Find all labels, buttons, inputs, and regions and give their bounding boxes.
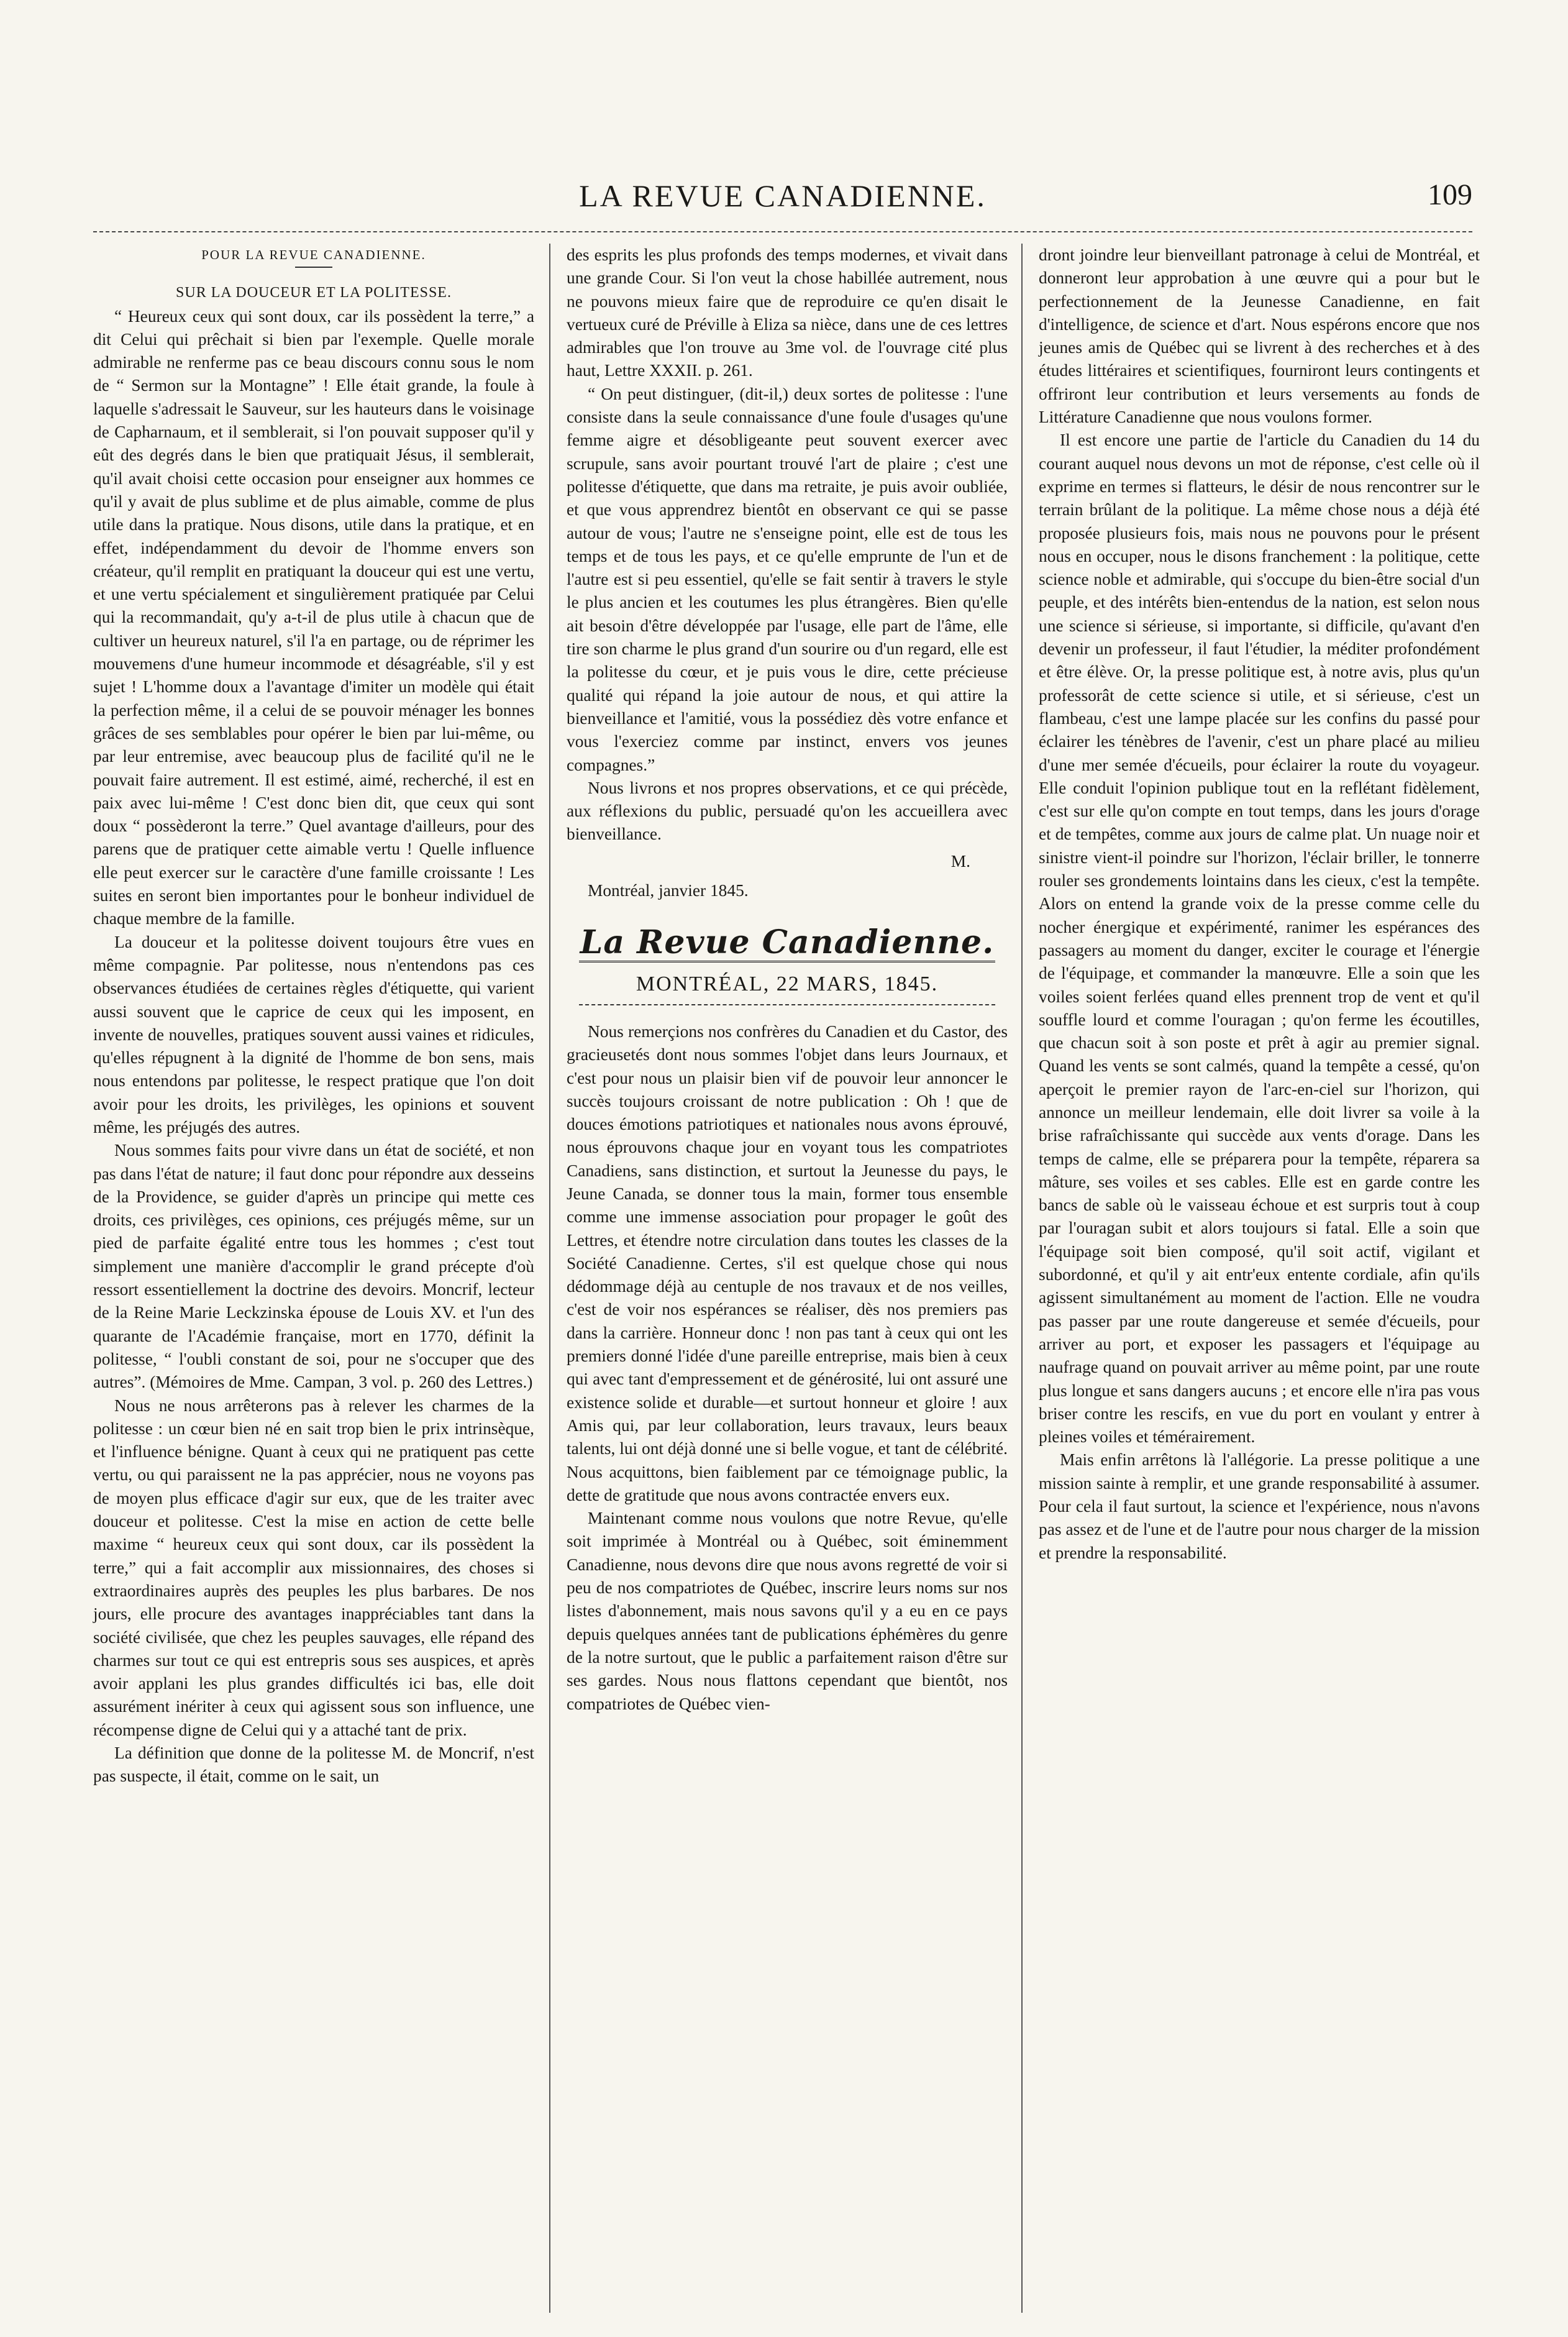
paragraph: Mais enfin arrêtons là l'allégorie. La presse politique a une mission sainte à remplir, et une grande responsabilité à assumer. Pour cela il faut surtout, la science et l'expérience, nous n'avons pas assez et de l'une et de l'autre pour nous charger de la mission et prendre la responsabilité.: [1039, 1450, 1480, 1562]
paragraph: La douceur et la politesse doivent toujours être vues en même compagnie. Par politesse, nous n'entendons pas ces observances étudiées de certaines règles d'étiquette, qui varient aussi souvent que le caprice de ceux qui les imposent, en invente de nouvelles, pratiques souvent aussi vaines et ridicules, qu'elles répugnent à la dignité de l'homme de bon sens, mais nous entendons par politesse, le respect pratique que l'on doit avoir pour les droits, les privilèges, les opinions et souvent même, les préjugés des autres.: [93, 932, 534, 1136]
column-3: [1039, 244, 1480, 1565]
column-2: [567, 244, 1008, 1716]
paragraph: des esprits les plus profonds des temps modernes, et vivait dans une grande Cour. Si l'on veut la chose habillée autrement, nous ne pouvons mieux faire que de reproduire ce qu'en disait le vertueux curé de Préville à Eliza sa nièce, dans une de ces lettres admirables que l'on trouve au 3me vol. de l'ouvrage cité plus haut, Lettre XXXII. p. 261.: [567, 245, 1008, 380]
column-divider: [1021, 244, 1023, 2313]
running-title: LA REVUE CANADIENNE.: [579, 178, 987, 213]
paragraph: Nous remerçions nos confrères du Canadien et du Castor, des gracieusetés dont nous sommes l'objet dans leurs Journaux, et c'est pour nous un plaisir bien vif de pouvoir leur annoncer le succès toujours croissant de notre publication : Oh ! que de douces émotions patriotiques et nationales nous avons éprouvé, nous éprouvons chaque jour en voyant tous les compatriotes Canadiens, sans distinction, et surtout la Jeunesse du pays, le Jeune Canada, se donner tous la main, former tous ensemble comme une immense association pour propager le goût des Lettres, et étendre notre circulation dans toutes les classes de la Société Canadienne. Certes, s'il est quelque chose qui nous dédommage déjà au centuple de nos travaux et de nos veilles, c'est de voir nos espérances se réaliser, dès nos premiers pas dans la carrière. Honneur donc ! non pas tant à ceux qui ont les premiers donné l'idée d'une pareille entreprise, mais bien à ceux qui avec tant d'empressement et de générosité, lui ont assuré une existence solide et durable—et surtout honneur et gloire ! aux Amis qui, par leur collaboration, leurs travaux, leurs beaux talents, lui ont déjà donné une si belle vogue, et tant de célébrité. Nous acquittons, bien faiblement par ce témoignage public, la dette de gratitude que nous avons contractée envers eux.: [567, 1022, 1008, 1504]
paragraph: Nous ne nous arrêterons pas à relever les charmes de la politesse : un cœur bien né en sait trop bien le prix intrinsèque, et l'influence bénigne. Quant à ceux qui ne pratiquent pas cette vertu, ou qui paraissent ne la pas apprécier, nous ne voyons pas de moyen plus efficace d'agir sur eux, que de les traiter avec douceur et politesse. C'est la mise en action de cette belle maxime “ heureux ceux qui sont doux, car ils possèdent la terre,” qui a fait accomplir aux missionnaires, des choses si extraordinaires auprès des peuples les plus barbares. De nos jours, elle procure des avantages inappréciables tant dans la société civilisée, que chez les peuples sauvages, elle répand des charmes sur tout ce qui est entrepris sous ses auspices, et après avoir applani les plus grandes difficultés ici bas, elle doit assurément inériter à ceux qui agissent sous son influence, une récompense digne de Celui qui y a attaché tant de prix.: [93, 1396, 534, 1739]
running-head: [93, 178, 1472, 221]
title-rule: [295, 267, 332, 268]
article-title: SUR LA DOUCEUR ET LA POLITESSE.: [176, 285, 452, 301]
masthead-rule: [579, 1004, 995, 1005]
paragraph: Il est encore une partie de l'article du Canadien du 14 du courant auquel nous devons un mot de réponse, c'est celle où il exprime en termes si flatteurs, le désir de nous rencontrer sur le terrain brûlant de la politique. La même chose nous a déjà été proposée plusieurs fois, mais nous ne pouvons pour le présent nous en occuper, nous le disons franchement : la politique, cette science noble et admirable, qui s'occupe du bien-être social d'un peuple, et des intérêts bien-entendus de la nation, est selon nous une science si sérieuse, si importante, si difficile, qu'avant d'en devenir un professeur, il faut l'étudier, la méditer profondément et être élève. Or, la presse politique est, à notre avis, plus qu'un professorât de cette science si utile, et si sérieuse, c'est un flambeau, c'est une lampe placée sur les confins du passé pour éclairer les ténèbres de l'avenir, c'est un phare placé au milieu d'une mer semée d'écueils, pour éclairer la route du voyageur. Elle conduit l'opinion publique tout en la reflétant fidèlement, c'est sur elle qu'on compte en tout temps, dans les jours d'orage et de tempêtes, comme aux jours de calme plat. Un nuage noir et sinistre vient-il poindre sur l'horizon, l'éclair briller, le tonnerre rouler ses grondements lointains dans les cieux, c'est la tempête. Alors on entend la grande voix de la presse comme celle du nocher énergique et expérimenté, ranimer les espérances des passagers au moment du danger, exciter le courage et l'énergie de l'équipage, et commander la manœuvre. Elle a soin que les voiles soient ferlées quand elles prennent trop de vent et qu'il souffle lourd et comme l'ouragan ; qu'on ferme les écoutilles, que chacun soit à son poste et prêt à agir au premier signal. Quand les vents se sont calmés, quand la tempête a cessé, qu'on aperçoit le premier rayon de l'arc-en-ciel sur l'horizon, qui annonce un meilleur lendemain, elle doit livrer sa voile à la brise rafraîchissante qui succède aux vents d'orage. Dans les temps de calme, elle se préparera pour la tempête, réparera sa mâture, ses voiles et ses cables. Elle est en garde contre les bancs de sable où le vaisseau échoue et est surpris tout à coup par l'ouragan subit et alors toujours si fatal. Elle a soin que l'équipage soit bien composé, qu'il soit actif, vigilant et subordonné, et qu'il y ait entr'eux entente cordiale, afin qu'ils agissent simultanément au moment de l'action. Elle ne voudra pas passer par une route dangereuse et semée d'écueils, pour arriver au port, et exposer les passagers et l'équipage au naufrage quand on pouvait arriver au même point, par une route plus longue et sans dangers aucuns ; et encore elle n'ira pas vous briser contre les rescifs, en vue du port en voulant y entrer à pleines voiles et témérairement.: [1039, 431, 1480, 1447]
paragraph: “ Heureux ceux qui sont doux, car ils possèdent la terre,” a dit Celui qui prêchait si bien par l'exemple. Quelle morale admirable ne renferme pas ce beau discours connu sous le nom de “ Sermon sur la Montagne” ! Elle était grande, la foule à laquelle s'adressait le Sauveur, sur les hauteurs dans le voisinage de Capharnaum, et il semblerait, si l'on pouvait supposer qu'il y eût des degrés dans le bien que pratiquait Jésus, il semblerait, qu'il avait choisi cette occasion pour enseigner aux hommes ce qu'il y avait de plus sublime et de plus aimable, comme de plus utile dans la pratique. Nous disons, utile dans la pratique, et en effet, indépendamment du devoir de l'homme envers son créateur, qu'il remplit en pratiquant la douceur qui est une vertu, et une vertu spécialement et singulièrement pratiquée par Celui qui la recommandait, qu'y a-t-il de plus utile à chacun que de cultiver un heureux naturel, s'il l'a en partage, ou de réprimer les mouvemens d'une humeur incommode et désagréable, s'il y est sujet ! L'homme doux a l'avantage d'imiter un modèle qui était la perfection même, il a celui de se pouvoir ménager les bonnes grâces de ses semblables pour opérer le bien par lui-même, ou par leur entremise, avec beaucoup plus de facilité qu'il ne le pouvait faire autrement. Il est estimé, aimé, recherché, il est en paix avec lui-même ! C'est donc bien dit, que ceux qui sont doux “ possèderont la terre.” Quel avantage d'ailleurs, pour des parens que de pratiquer cette aimable vertu ! Quelle influence elle peut exercer sur le caractère d'une famille croissante ! Les suites en seront bien importantes pour le bonheur individuel de chaque membre de la famille.: [93, 306, 534, 928]
section-label: POUR LA REVUE CANADIENNE.: [201, 247, 426, 262]
paragraph: Nous sommes faits pour vivre dans un état de société, et non pas dans l'état de nature; il faut donc pour répondre aux desseins de la Providence, se guider d'après un principe qui mette ces droits, ces privilèges, ces opinions, ces préjugés même, sur un pied de parfaite égalité entre tous les hommes ; c'est tout simplement une manière d'accomplir le grand précepte d'où ressort essentiellement la doctrine des devoirs. Moncrif, lecteur de la Reine Marie Leckzinska épouse de Louis XV. et l'un des quarante de l'Académie française, mort en 1770, définit la politesse, “ l'oubli constant de soi, pour ne s'occuper que des autres”. (Mémoires de Mme. Campan, 3 vol. p. 260 des Lettres.): [93, 1141, 534, 1392]
paragraph: “ On peut distinguer, (dit-il,) deux sortes de politesse : l'une consiste dans la seule connaissance d'une foule d'usages qu'une femme aigre et désobligeante peut souvent exercer avec scrupule, sans avoir pourtant trouvé l'art de plaire ; c'est une politesse d'étiquette, que dans ma retraite, je puis avoir oubliée, et que vous apprendrez bientôt en observant ce qui se passe autour de vous; l'autre ne s'enseigne point, elle est de tous les temps et de tous les pays, et ce qu'elle emprunte de l'un et de l'autre est si peu essentiel, qu'elle se fait sentir à travers le style le plus ancien et les coutumes les plus étrangères. Bien qu'elle ait besoin d'être développée par l'usage, elle part de l'âme, elle tire son charme le plus grand d'un sourire ou d'un regard, elle est la politesse du cœur, et je puis vous le dire, cette précieuse qualité qui répand la joie autour de nous, et qui attire la bienveillance et l'amitié, vous la possédiez dès votre enfance et vous l'exerciez comme par instinct, envers vos jeunes compagnes.”: [567, 384, 1008, 774]
paragraph: La définition que donne de la politesse M. de Moncrif, n'est pas suspecte, il était, comme on le sait, un: [93, 1744, 534, 1786]
paragraph: Nous livrons et nos propres observations, et ce qui précède, aux réflexions du public, persuadé qu'on les accueillera avec bienveillance.: [567, 778, 1008, 844]
masthead: La Revue Canadienne.: [580, 923, 995, 962]
header-rule: [93, 231, 1472, 232]
masthead-date: MONTRÉAL, 22 MARS, 1845.: [636, 972, 939, 995]
page-number: 109: [1428, 178, 1472, 211]
paragraph: dront joindre leur bienveillant patronage à celui de Montréal, et donneront leur approbation à une œuvre qui a pour but le perfectionnement de la Jeunesse Canadienne, en fait d'intelligence, de science et d'art. Nous espérons encore que nos jeunes amis de Québec qui se livrent à des recherches et à des études littéraires et scientifiques, fourniront leurs contingents et offriront leur contribution et leurs versements au fonds de Littérature Canadienne que nous voulons former.: [1039, 245, 1480, 427]
dateline: Montréal, janvier 1845.: [588, 881, 749, 900]
column-1: [93, 244, 534, 1788]
paragraph: Maintenant comme nous voulons que notre Revue, qu'elle soit imprimée à Montréal ou à Québec, soit éminemment Canadienne, nous devons dire que nous avons regretté de voir si peu de nos compatriotes de Québec, inscrire leurs noms sur nos listes d'abonnement, mais nous savons qu'il y a eu en ce pays depuis quelques années tant de publications éphémères du genre de la notre surtout, que le public a parfaitement raison d'être sur ses gardes. Nous nous flattons cependant que bientôt, nos compatriotes de Québec vien-: [567, 1509, 1008, 1713]
signature: M.: [950, 851, 970, 871]
column-divider: [549, 244, 550, 2313]
